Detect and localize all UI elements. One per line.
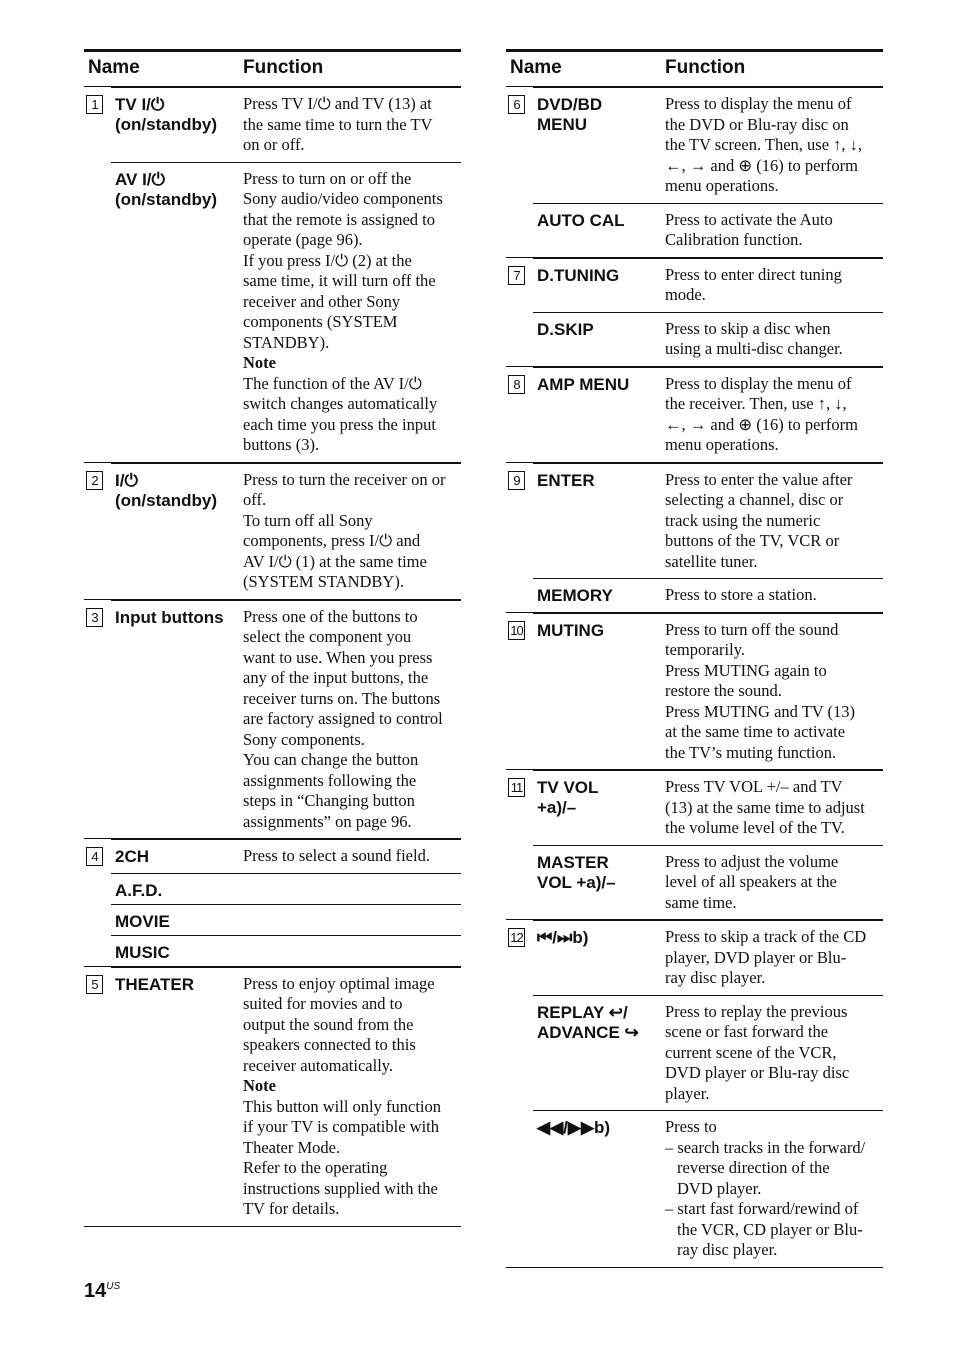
function-line: Sony audio/video components (243, 189, 443, 208)
row-function (665, 313, 883, 366)
table-row (533, 1110, 883, 1267)
table-row (533, 613, 883, 770)
row-function (665, 368, 883, 462)
page-number-value: 14 (84, 1280, 107, 1302)
function-line: Press to enter direct tuning (665, 264, 842, 284)
function-line: TV for details. (243, 1199, 340, 1218)
row-name (115, 975, 237, 995)
function-line: Calibration function. (665, 230, 803, 249)
item-number-box: 10 (508, 621, 525, 640)
table-row (533, 258, 883, 312)
row-name-line: MEMORY (537, 586, 613, 605)
item-group-10 (506, 613, 883, 771)
function-line: Press to enter the value after (665, 469, 853, 489)
item-group-2 (84, 463, 461, 600)
function-line: Press to (665, 1117, 717, 1136)
row-name-line: A.F.D. (115, 880, 163, 900)
function-line: selecting a channel, disc or (665, 490, 844, 509)
item-number-box: 2 (86, 471, 103, 490)
row-name-line: Input buttons (115, 607, 224, 627)
table-row (111, 87, 461, 162)
row-name-line: (on/standby) (115, 490, 217, 510)
function-line: temporarily. (665, 640, 746, 659)
row-name-line: ⏮/⏭b) (537, 928, 589, 947)
function-line: Press MUTING again to (665, 660, 827, 680)
row-function (665, 614, 883, 770)
header-name: Name (510, 57, 562, 78)
function-line: steps in “Changing button (243, 791, 415, 810)
function-line: – start fast forward/rewind of (665, 1199, 859, 1218)
function-line: instructions supplied with the (243, 1178, 438, 1198)
item-number-box: 7 (508, 266, 525, 285)
function-line: receiver automatically. (243, 1055, 394, 1075)
row-name (115, 943, 237, 963)
row-name (537, 211, 659, 231)
row-name-line: MOVIE (115, 911, 170, 931)
function-line: Press to display the menu of (665, 373, 852, 393)
table-row (533, 87, 883, 203)
function-line: Press TV VOL +/– and TV (665, 777, 843, 796)
function-line: speakers connected to this (243, 1035, 416, 1054)
row-name (537, 471, 659, 491)
item-group-3 (84, 600, 461, 840)
function-line: Note (243, 353, 276, 372)
row-function (665, 464, 883, 579)
function-line: Press to turn off the sound (665, 619, 839, 639)
function-line: the DVD or Blu-ray disc on (665, 114, 849, 134)
item-number-box: 6 (508, 95, 525, 114)
function-line: (SYSTEM STANDBY). (243, 572, 404, 591)
function-line: buttons (3). (243, 435, 320, 454)
function-line: the same time to turn the TV (243, 114, 433, 134)
item-number-box: 1 (86, 95, 103, 114)
row-function (665, 1111, 883, 1267)
function-line: Press to display the menu of (665, 94, 852, 113)
row-name-line: ENTER (537, 470, 595, 490)
function-line: ←, → and ⊕ (16) to perform (665, 155, 858, 175)
function-line: To turn off all Sony (243, 510, 373, 530)
function-line: current scene of the VCR, (665, 1042, 837, 1062)
row-name (115, 881, 237, 901)
row-name (115, 608, 237, 628)
row-function (665, 259, 883, 312)
item-group-5 (84, 967, 461, 1227)
table-row (533, 920, 883, 995)
function-line: output the sound from the (243, 1014, 414, 1034)
row-name-line: 2CH (115, 847, 150, 866)
function-line: Press MUTING and TV (13) (665, 701, 856, 721)
row-name-line: D.TUNING (537, 265, 620, 285)
item-group-1 (84, 87, 461, 463)
function-line: receiver turns on. The buttons (243, 688, 441, 708)
function-line: menu operations. (665, 435, 779, 454)
item-number-box: 8 (508, 375, 525, 394)
function-line: DVD player or Blu-ray disc (665, 1063, 850, 1082)
row-name (115, 471, 237, 511)
item-number-box: 9 (508, 471, 525, 490)
row-name (537, 95, 659, 135)
function-line: restore the sound. (665, 681, 782, 700)
row-name (115, 95, 237, 135)
function-line: are factory assigned to control (243, 709, 443, 728)
function-line: Refer to the operating (243, 1158, 388, 1177)
row-function (665, 204, 883, 257)
row-function (665, 88, 883, 203)
table-row (533, 203, 883, 257)
table-row (533, 463, 883, 579)
right-table (506, 49, 883, 1268)
function-line: player, DVD player or Blu- (665, 947, 847, 967)
function-line: Press to activate the Auto (665, 209, 833, 229)
row-name-line: REPLAY ↩/ (537, 1002, 628, 1022)
table-row (111, 162, 461, 462)
function-line: Press to select a sound field. (243, 846, 430, 865)
function-line: reverse direction of the (677, 1158, 830, 1177)
row-name-line: TV I/⏻ (115, 95, 165, 114)
page-number (84, 1280, 120, 1303)
function-line: that the remote is assigned to (243, 209, 435, 229)
function-line: This button will only function (243, 1096, 441, 1116)
left-table-body (84, 87, 461, 1227)
row-name (537, 1118, 659, 1138)
function-line: if your TV is compatible with (243, 1117, 439, 1136)
function-line: ←, → and ⊕ (16) to perform (665, 414, 858, 434)
function-line: ray disc player. (677, 1240, 778, 1259)
table-row (111, 935, 461, 966)
function-line: components, press I/⏻ and (243, 531, 421, 550)
function-line: any of the input buttons, the (243, 668, 429, 687)
function-line: STANDBY). (243, 332, 330, 352)
function-line: ray disc player. (665, 968, 766, 987)
function-line: Press to enjoy optimal image (243, 973, 435, 993)
function-line: Theater Mode. (243, 1137, 341, 1157)
row-name-line: MENU (537, 115, 588, 134)
row-name (537, 928, 659, 948)
row-name (115, 912, 237, 932)
left-table (84, 49, 461, 1227)
row-name-line: DVD/BD (537, 95, 603, 114)
row-function (243, 88, 461, 162)
function-line: receiver and other Sony (243, 291, 401, 311)
table-row (533, 845, 883, 920)
row-function (665, 846, 883, 920)
row-name-line: MUTING (537, 620, 605, 640)
row-name (537, 320, 659, 340)
item-number-box: 4 (86, 847, 103, 866)
row-name-line: ADVANCE ↪ (537, 1022, 639, 1042)
function-line: want to use. When you press (243, 647, 433, 667)
row-name (537, 621, 659, 641)
function-line: on or off. (243, 135, 305, 154)
function-line: same time, it will turn off the (243, 271, 436, 290)
function-line: Press one of the buttons to (243, 606, 418, 626)
function-line: buttons of the TV, VCR or (665, 531, 840, 550)
left-table-header (84, 49, 461, 87)
header-function: Function (243, 57, 324, 78)
table-row (111, 873, 461, 904)
item-group-6 (506, 87, 883, 258)
function-line: menu operations. (665, 176, 779, 195)
row-function (243, 936, 461, 948)
table-row (111, 967, 461, 1226)
header-function: Function (665, 57, 746, 78)
row-function (243, 163, 461, 462)
row-name-line: MUSIC (115, 942, 170, 962)
function-line: The function of the AV I/⏻ (243, 373, 422, 393)
row-name-line: AV I/⏻ (115, 169, 165, 189)
function-line: Press to adjust the volume (665, 851, 839, 871)
row-function (665, 921, 883, 995)
function-line: (13) at the same time to adjust (665, 797, 865, 817)
row-name (537, 853, 659, 893)
row-function (243, 840, 461, 873)
item-group-9 (506, 463, 883, 613)
table-row (533, 367, 883, 462)
function-line: at the same time to activate (665, 722, 846, 741)
function-line: the TV’s muting function. (665, 742, 837, 762)
row-name-line: (on/standby) (115, 115, 217, 134)
row-name (115, 847, 237, 867)
function-line: Press to replay the previous (665, 1001, 848, 1021)
item-group-7 (506, 258, 883, 367)
function-line: Press to turn on or off the (243, 168, 412, 188)
function-line: same time. (665, 892, 737, 912)
item-group-4 (84, 839, 461, 967)
function-line: mode. (665, 285, 706, 304)
function-line: the VCR, CD player or Blu- (677, 1219, 863, 1239)
item-group-8 (506, 367, 883, 463)
item-number-box: 3 (86, 608, 103, 627)
row-name (537, 778, 659, 818)
function-line: operate (page 96). (243, 230, 363, 249)
page-number-suffix: US (106, 1281, 121, 1292)
row-name (537, 266, 659, 286)
table-row (533, 578, 883, 612)
right-table-header (506, 49, 883, 87)
function-line: the receiver. Then, use ↑, ↓, (665, 394, 847, 413)
row-name (115, 170, 237, 210)
row-function (243, 874, 461, 886)
function-line: using a multi-disc changer. (665, 339, 843, 358)
row-name-line: ◀◀/▶▶b) (537, 1118, 611, 1137)
function-line: You can change the button (243, 750, 419, 769)
function-line: level of all speakers at the (665, 872, 837, 891)
row-name-line: AUTO CAL (537, 210, 625, 230)
table-row (111, 904, 461, 935)
function-line: components (SYSTEM (243, 312, 398, 331)
function-line: If you press I/⏻ (2) at the (243, 250, 412, 270)
row-name-line: TV VOL (537, 778, 599, 797)
row-function (243, 968, 461, 1226)
row-function (665, 996, 883, 1111)
table-row (533, 995, 883, 1111)
function-line: suited for movies and to (243, 994, 403, 1013)
function-line: – search tracks in the forward/ (665, 1137, 866, 1157)
row-name (537, 586, 659, 606)
right-table-body (506, 87, 883, 1268)
row-name-line: +a)/– (537, 798, 577, 817)
function-line: AV I/⏻ (1) at the same time (243, 551, 427, 571)
function-line: Note (243, 1076, 276, 1095)
function-line: track using the numeric (665, 510, 821, 530)
table-row (111, 600, 461, 839)
row-function (665, 579, 883, 612)
function-line: satellite tuner. (665, 551, 758, 571)
function-line: Press TV I/⏻ and TV (13) at (243, 94, 432, 113)
item-number-box: 5 (86, 975, 103, 994)
function-line: DVD player. (677, 1178, 762, 1198)
table-row (111, 463, 461, 599)
function-line: Press to skip a disc when (665, 318, 831, 338)
function-line: Sony components. (243, 729, 365, 749)
item-number-box: 11 (508, 778, 525, 797)
table-row (111, 839, 461, 873)
function-line: scene or fast forward the (665, 1022, 829, 1041)
row-function (665, 771, 883, 845)
header-name: Name (88, 57, 140, 78)
table-row (533, 312, 883, 366)
function-line: Press to store a station. (665, 585, 817, 604)
function-line: assignments” on page 96. (243, 811, 412, 831)
table-row (533, 770, 883, 845)
row-name-line: MASTER (537, 852, 609, 872)
row-name-line: VOL +a)/– (537, 872, 616, 892)
row-function (243, 464, 461, 599)
function-line: Press to skip a track of the CD (665, 927, 867, 946)
row-name-line: THEATER (115, 974, 195, 994)
item-number-box: 12 (508, 928, 525, 947)
function-line: player. (665, 1083, 710, 1103)
function-line: the volume level of the TV. (665, 818, 845, 837)
row-name (537, 1003, 659, 1043)
function-line: the TV screen. Then, use ↑, ↓, (665, 135, 863, 154)
function-line: each time you press the input (243, 414, 436, 434)
row-name-line: D.SKIP (537, 319, 594, 339)
row-name-line: I/⏻ (115, 470, 138, 490)
row-name-line: (on/standby) (115, 189, 217, 209)
function-line: Press to turn the receiver on or (243, 469, 446, 489)
row-function (243, 601, 461, 839)
item-group-11 (506, 770, 883, 920)
item-group-12 (506, 920, 883, 1268)
function-line: switch changes automatically (243, 394, 438, 413)
row-function (243, 905, 461, 917)
row-name-line: AMP MENU (537, 374, 630, 394)
function-line: select the component you (243, 627, 412, 646)
function-line: off. (243, 490, 267, 509)
function-line: assignments following the (243, 770, 417, 790)
row-name (537, 375, 659, 395)
